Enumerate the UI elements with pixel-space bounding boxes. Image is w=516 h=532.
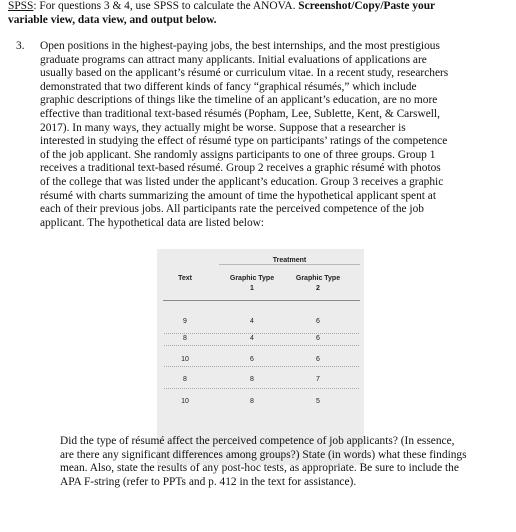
column-header-line: Graphic Type (295, 275, 341, 282)
data-table (157, 249, 364, 465)
followup-question (60, 435, 500, 489)
question-line: receives a traditional text-based résumé. Group 2 receives a graphic résumé with photos (40, 162, 441, 175)
question-line: applicant. The hypothetical data are listed below: (40, 216, 265, 229)
table-cell: 9 (183, 318, 187, 325)
question-line: demonstrated that two different kinds of fancy “graphical résumés,” which include (40, 80, 417, 93)
question-line: of the college that was listed under the applicant’s education. Group 3 receives a graphic (40, 175, 444, 188)
question-line: Open positions in the highest-paying jobs, the best internships, and the most prestigious (40, 40, 440, 52)
question-line: graphic descriptions of things like the timeline of an applicant’s education, are no more (40, 94, 438, 107)
followup-line: mean. Also, state the results of any post-hoc tests, as appropriate. Be sure to include the (60, 462, 459, 475)
column-header-graphic-2 (285, 274, 351, 294)
header-line-2: variable view, data view, and output below. (8, 13, 217, 26)
column-header-line: 2 (316, 285, 320, 292)
question-line: each of their previous jobs. All participants rate the perceived competence of the job (40, 203, 424, 216)
followup-line: APA F-string (refer to PPTs and p. 412 in the text for assistance). (60, 475, 357, 488)
question-line: usually based on the applicant’s résumé or curriculum vitae. In a recent study, researchers (40, 67, 449, 80)
question-3 (16, 40, 492, 230)
question-line: effective than traditional text-based résumés (Popham, Lee, Sublette, Kent, & Carswell, (40, 107, 440, 120)
question-line: interested in studying the effect of résumé type on participants’ ratings of the competence (40, 135, 448, 148)
table-cell: 10 (181, 398, 189, 405)
table-cell: 8 (183, 376, 187, 383)
row-divider (164, 388, 359, 389)
table-cell: 6 (250, 356, 254, 363)
table-cell: 8 (183, 335, 187, 342)
table-cell: 8 (250, 376, 254, 383)
table-cell: 10 (181, 356, 189, 363)
table-cell: 8 (250, 398, 254, 405)
treatment-header: Treatment (272, 257, 307, 264)
header-bold-instruction: Screenshot/Copy/Paste your (298, 0, 436, 12)
row-divider (164, 345, 359, 346)
question-number: 3. (16, 40, 25, 52)
header-instruction: : For questions 3 & 4, use SPSS to calculate the ANOVA. (33, 0, 296, 12)
spss-label: SPSS (8, 0, 34, 12)
question-line: 2017). In many ways, they actually might be worse. Suppose that a researcher is (40, 121, 406, 134)
treatment-rule (219, 264, 360, 265)
question-line: of the job applicant. She randomly assigns participants to one of three groups. Group 1 (40, 148, 436, 161)
instructions-header (8, 0, 508, 27)
header-line-1 (8, 0, 508, 14)
table-cell: 4 (250, 335, 254, 342)
table-cell: 6 (316, 335, 320, 342)
followup-line: are there any significant differences among groups?) State (in words) what these findings (60, 448, 467, 461)
column-header-line: 1 (250, 285, 254, 292)
question-line: graduate programs can attract many applicants. Initial evaluations of applications are (40, 53, 427, 66)
row-divider (164, 366, 359, 367)
column-header-graphic-1 (219, 274, 285, 294)
table-cell: 6 (316, 318, 320, 325)
table-cell: 6 (316, 356, 320, 363)
column-header-line: Text (178, 275, 192, 282)
header-rule (163, 300, 360, 301)
table-cell: 7 (316, 376, 320, 383)
column-header-line: Graphic Type (229, 275, 275, 282)
table-cell: 5 (316, 398, 320, 405)
column-header-text (165, 274, 205, 284)
table-cell: 4 (250, 318, 254, 325)
question-line: résumé with charts summarizing the amount of time the hypothetical applicant spent at (40, 189, 437, 202)
followup-line: Did the type of résumé affect the perceived competence of job applicants? (In essence, (60, 435, 455, 447)
